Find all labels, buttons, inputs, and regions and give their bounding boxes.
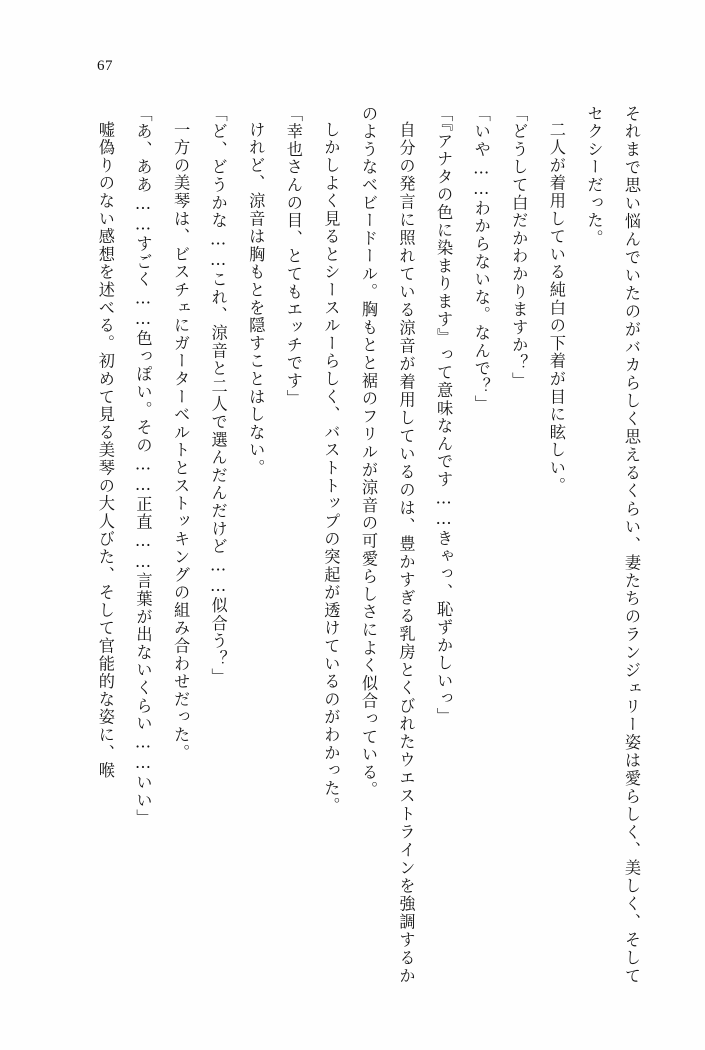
page-number: 67 (97, 58, 113, 74)
paragraph: 「あ、ああ……すごく……色っぽい。その……正直……言葉が出ないくらい……いい」 (133, 105, 153, 828)
paragraph: 「幸也さんの目、とてもエッチです」 (283, 105, 303, 408)
paragraph: 嘘偽りのない感想を述べる。初めて見る美琴の大人びた、そして官能的な姿に、喉 (95, 121, 115, 780)
paragraph: 「いや……わからないな。なんで？」 (471, 105, 491, 414)
paragraph: 「『アナタの色に染まります』って意味なんです……きゃっ、恥ずかしいっ」 (434, 105, 454, 726)
page-body-text (60, 105, 650, 985)
paragraph: 「ど、どうかな……これ、涼音と二人で選んだんだけど……似合う？」 (208, 105, 228, 686)
paragraph: それまで思い悩んでいたのがバカらしく思えるくらい、妻たちのランジェリー姿は愛らしく、美しく、そしてセクシーだった。 (584, 105, 641, 985)
paragraph: 二人が着用している純白の下着が目に眩しい。 (546, 121, 566, 495)
paragraph: 自分の発言に照れている涼音が着用しているのは、豊かすぎる乳房とくびれたウエストラインを強調するかのようなベビードール。胸もとと裾のフリルが涼音の可愛らしさによく似合っている。 (358, 105, 416, 985)
paragraph: 一方の美琴は、ビスチェにガーターベルトとストッキングの組み合わせだった。 (171, 121, 191, 762)
paragraph: 「どうして白だかわかりますか？」 (509, 105, 529, 390)
paragraph: しかしよく見るとシースルーらしく、バストトップの突起が透けているのがわかった。 (321, 121, 341, 816)
paragraph: けれど、涼音は胸もとを隠すことはしない。 (246, 121, 266, 478)
